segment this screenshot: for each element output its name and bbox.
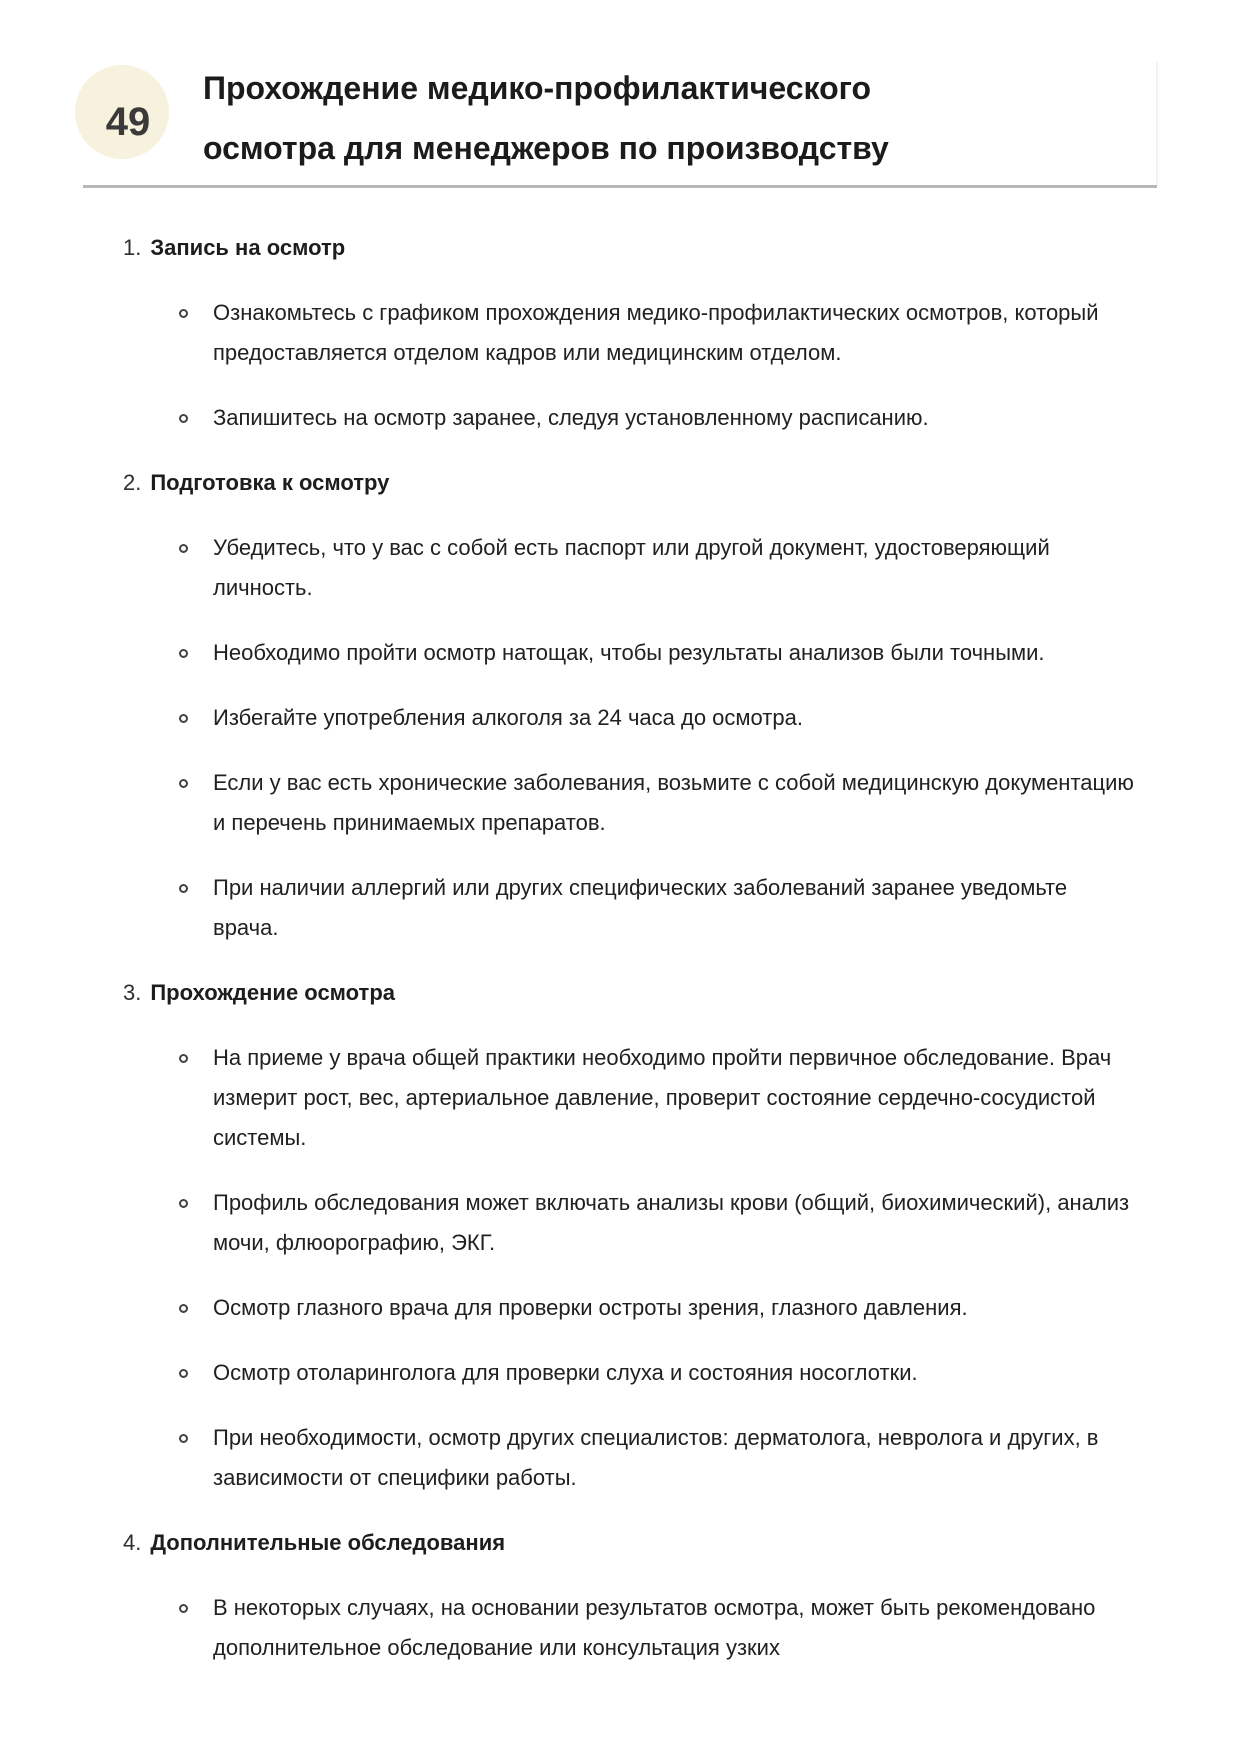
list-item: [0, 868, 1239, 948]
section-title: Дополнительные обследования: [150, 1530, 506, 1555]
bullet-icon: [179, 779, 188, 788]
list-item: [0, 398, 1239, 438]
list-item: [0, 698, 1239, 738]
section-3: [0, 973, 1239, 1498]
section-number: 3.: [123, 980, 142, 1005]
page-title-line1: Прохождение медико-профилактического: [203, 70, 872, 106]
bullet-icon: [179, 414, 188, 423]
bullet-icon: [179, 544, 188, 553]
content: [0, 188, 1239, 1668]
bullet-text: Осмотр отоларинголога для проверки слуха и состояния носоглотки.: [213, 1360, 918, 1385]
section-number: 1.: [123, 235, 142, 260]
bullet-icon: [179, 1604, 188, 1613]
bullet-text: При необходимости, осмотр других специалистов: дерматолога, невролога и других, в зависимости от специфики работы.: [213, 1425, 1099, 1490]
section-heading: [0, 973, 1239, 1013]
bullet-icon: [179, 649, 188, 658]
section-title: Подготовка к осмотру: [150, 470, 390, 495]
bullet-text: Избегайте употребления алкоголя за 24 часа до осмотра.: [213, 705, 803, 730]
section-title: Запись на осмотр: [150, 235, 346, 260]
list-item: [0, 1288, 1239, 1328]
bullet-text: При наличии аллергий или других специфических заболеваний заранее уведомьте врача.: [213, 875, 1068, 940]
list-item: [0, 763, 1239, 843]
section-4: [0, 1523, 1239, 1668]
bullet-icon: [179, 309, 188, 318]
header-divider: [83, 185, 1157, 188]
header: [0, 0, 1239, 188]
bullet-text: Необходимо пройти осмотр натощак, чтобы результаты анализов были точными.: [213, 640, 1045, 665]
list-item: [0, 1353, 1239, 1393]
bullet-list: [0, 1588, 1239, 1668]
bullet-icon: [179, 714, 188, 723]
section-1: [0, 228, 1239, 438]
bullet-text: Ознакомьтесь с графиком прохождения медико-профилактических осмотров, который предоставляется отделом кадров или медицинским отделом.: [213, 300, 1099, 365]
list-item: [0, 1588, 1239, 1668]
bullet-list: [0, 528, 1239, 948]
item-number-badge: [75, 65, 169, 159]
bullet-text: В некоторых случаях, на основании результатов осмотра, может быть рекомендовано дополнительное обследование или консультация узких: [213, 1595, 1096, 1660]
bullet-text: Осмотр глазного врача для проверки остроты зрения, глазного давления.: [213, 1295, 968, 1320]
section-title: Прохождение осмотра: [150, 980, 396, 1005]
section-2: [0, 463, 1239, 948]
bullet-icon: [179, 884, 188, 893]
list-item: [0, 1038, 1239, 1158]
bullet-icon: [179, 1434, 188, 1443]
bullet-text: Убедитесь, что у вас с собой есть паспорт или другой документ, удостоверяющий личность.: [213, 535, 1050, 600]
list-item: [0, 1183, 1239, 1263]
list-item: [0, 633, 1239, 673]
page-title: [203, 58, 973, 178]
bullet-icon: [179, 1199, 188, 1208]
list-item: [0, 1418, 1239, 1498]
bullet-icon: [179, 1054, 188, 1063]
section-number: 4.: [123, 1530, 142, 1555]
section-number: 2.: [123, 470, 142, 495]
section-heading: [0, 1523, 1239, 1563]
page-title-line2: осмотра для менеджеров по производству: [203, 130, 889, 166]
bullet-list: [0, 1038, 1239, 1498]
section-heading: [0, 228, 1239, 268]
bullet-text: Запишитесь на осмотр заранее, следуя установленному расписанию.: [213, 405, 929, 430]
list-item: [0, 293, 1239, 373]
bullet-text: Профиль обследования может включать анализы крови (общий, биохимический), анализ мочи, флюорографию, ЭКГ.: [213, 1190, 1130, 1255]
list-item: [0, 528, 1239, 608]
bullet-text: Если у вас есть хронические заболевания, возьмите с собой медицинскую документацию и перечень принимаемых препаратов.: [213, 770, 1134, 835]
header-right-edge: [1156, 62, 1158, 185]
bullet-icon: [179, 1304, 188, 1313]
bullet-list: [0, 293, 1239, 438]
badge-number: 49: [105, 99, 151, 144]
section-heading: [0, 463, 1239, 503]
bullet-text: На приеме у врача общей практики необходимо пройти первичное обследование. Врач измерит рост, вес, артериальное давление, проверит состояние сердечно-сосудистой системы.: [213, 1045, 1112, 1150]
bullet-icon: [179, 1369, 188, 1378]
